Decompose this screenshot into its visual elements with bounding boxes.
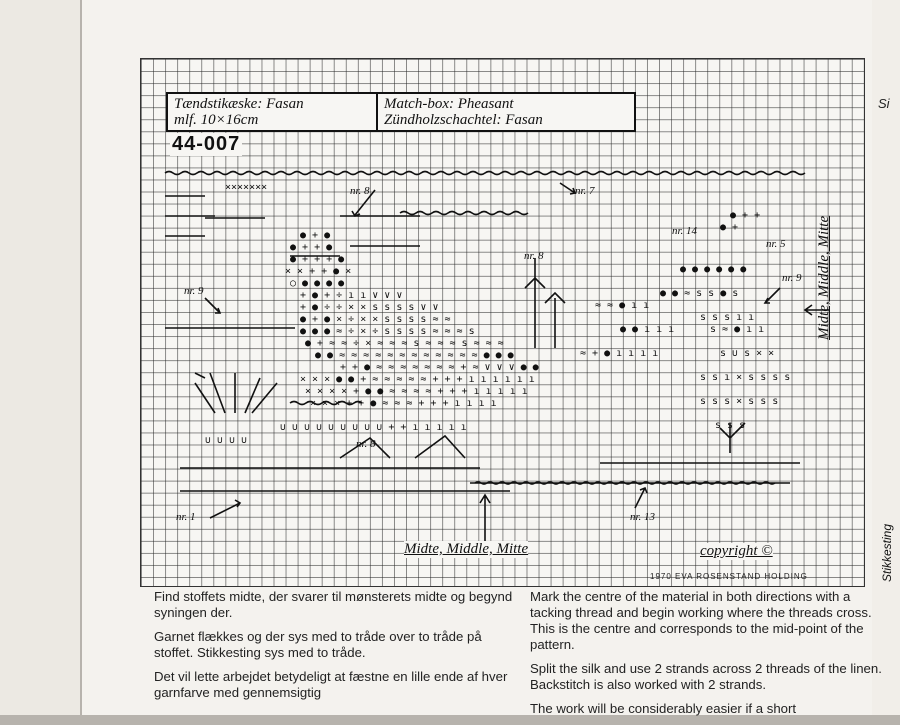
svg-text:≈ + ● ı ı ı ı: ≈ + ● ı ı ı ı xyxy=(580,348,659,359)
title-english: Match-box: Pheasant xyxy=(384,96,514,112)
stitch-symbols xyxy=(205,182,790,446)
pattern-number: 44-007 xyxy=(172,133,241,155)
edge-legend-label: Stikkesting xyxy=(880,523,894,582)
label-nr7: nr. 7 xyxy=(575,185,595,197)
svg-text:s s s × s s s: s s s × s s s xyxy=(700,396,779,407)
title-danish-line1: Tændstikæske: Fasan xyxy=(174,96,304,112)
english-paragraph: The work will be considerably easier if a short xyxy=(530,701,797,716)
svg-text:● ● ≈ s s ● s: ● ● ≈ s s ● s xyxy=(660,288,739,299)
arrow-centre-bottom xyxy=(480,495,490,541)
svg-text:× × × + + ● ≈ ≈ ≈ + + + ı ı ı: × × × + + ● ≈ ≈ ≈ + + + ı ı ı ı xyxy=(310,398,497,409)
wave-border-top xyxy=(165,172,805,175)
arrow-nr1 xyxy=(210,500,240,518)
svg-text:s ∪ s × ×: s ∪ s × × xyxy=(720,348,775,359)
svg-text:s s s ı ı: s s s ı ı xyxy=(700,312,755,323)
title-danish-line2: mlf. 10×16cm xyxy=(174,112,259,128)
svg-text:● + ● × ÷ × × s s s s ≈ ≈: ● + ● × ÷ × × s s s s ≈ ≈ xyxy=(300,314,451,325)
title-box-danish xyxy=(166,92,382,132)
svg-text:● + + + ●: ● + + + ● xyxy=(290,254,345,265)
label-nr8-top: nr. 8 xyxy=(350,185,370,197)
svg-text:● + ●: ● + ● xyxy=(300,230,331,241)
stem-center xyxy=(525,258,565,348)
svg-text:● +: ● + xyxy=(720,222,739,233)
svg-text:● ● ≈ ≈ ≈ ≈ ≈ ≈ ≈ ≈ ≈ ≈ ≈ ≈ ●: ● ● ≈ ≈ ≈ ≈ ≈ ≈ ≈ ≈ ≈ ≈ ≈ ≈ ● ● ● xyxy=(315,350,514,361)
svg-text:+ ● ÷ ÷ × × s s s s ∨ ∨: + ● ÷ ÷ × × s s s s ∨ ∨ xyxy=(300,302,439,313)
english-paragraph: Mark the centre of the material in both directions with a tacking thread and begin working where the threads cross. This is the centre and corresponds to the mid-point of the pattern. xyxy=(530,589,872,652)
danish-paragraph: Find stoffets midte, der svarer til mønsterets midte og begynd syningen der. xyxy=(154,589,513,620)
danish-paragraph: Det vil lette arbejdet betydeligt at fæstne en lille ende af hver garnfarve med gennemsigtig xyxy=(154,669,508,700)
svg-text:○ ● ● ● ●: ○ ● ● ● ● xyxy=(290,278,345,289)
label-nr13: nr. 13 xyxy=(630,511,656,523)
instructions-danish xyxy=(154,589,516,709)
facing-page xyxy=(0,0,80,715)
arrow-nr7 xyxy=(560,183,575,194)
svg-text:● + +: ● + + xyxy=(730,210,761,221)
svg-text:× × + + ● ×: × × + + ● × xyxy=(285,266,352,277)
copyright-notice: copyright © xyxy=(700,543,773,559)
instructions-english xyxy=(530,589,884,725)
label-nr9-left: nr. 9 xyxy=(184,285,204,297)
svg-text:● ● ● ● ● ●: ● ● ● ● ● ● xyxy=(680,264,747,275)
svg-text:● ● ı ı ı: ● ● ı ı ı xyxy=(620,324,675,335)
svg-text:∪ ∪ ∪ ∪: ∪ ∪ ∪ ∪ xyxy=(205,435,248,446)
arrow-nr9-left xyxy=(205,298,220,313)
svg-text:● + ≈ ≈ ÷ × ≈ ≈ ≈ s ≈ ≈ ≈ s ≈: ● + ≈ ≈ ÷ × ≈ ≈ ≈ s ≈ ≈ ≈ s ≈ ≈ ≈ xyxy=(305,338,504,349)
svg-text:+ ● + ÷ ı ı ∨ ∨ ∨: + ● + ÷ ı ı ∨ ∨ ∨ xyxy=(300,290,403,301)
svg-text:s s ı × s s s s: s s ı × s s s s xyxy=(700,372,791,383)
svg-text:+ + ● ≈ ≈ ≈ ≈ ≈ ≈ ≈ + ≈ ∨ ∨ ∨: + + ● ≈ ≈ ≈ ≈ ≈ ≈ ≈ + ≈ ∨ ∨ ∨ ● ● xyxy=(340,362,539,373)
svg-text:×××××××: ××××××× xyxy=(225,182,268,193)
label-nr1: nr. 1 xyxy=(176,511,196,523)
title-box-multilingual xyxy=(376,92,636,132)
label-nr9-right: nr. 9 xyxy=(782,272,802,284)
svg-text:≈ ≈ ● ı ı: ≈ ≈ ● ı ı xyxy=(595,300,650,311)
centre-label-side: Midte, Middle, Mitte xyxy=(816,215,832,340)
label-nr8-low: nr. 8 xyxy=(356,438,376,450)
title-german: Zündholzschachtel: Fasan xyxy=(384,112,543,128)
svg-text:s ≈ ● ı ı: s ≈ ● ı ı xyxy=(710,324,765,335)
svg-text:● + + ●: ● + + ● xyxy=(290,242,333,253)
svg-text:× × × ● ● + ≈ ≈ ≈ ≈ ≈ + + + ı: × × × ● ● + ≈ ≈ ≈ ≈ ≈ + + + ı ı ı ı ı ı xyxy=(300,374,535,385)
svg-text:∪ ∪ ∪ ∪ ∪ ∪ ∪ ∪ ∪ + + ı ı ı ı: ∪ ∪ ∪ ∪ ∪ ∪ ∪ ∪ ∪ + + ı ı ı ı ı xyxy=(280,422,467,433)
edge-legend xyxy=(876,470,900,590)
label-nr5: nr. 5 xyxy=(766,238,786,250)
svg-text:× × × × + ● ● ≈ ≈ ≈ ≈ + + + ı: × × × × + ● ● ≈ ≈ ≈ ≈ + + + ı ı ı ı ı xyxy=(305,386,528,397)
arrow-nr13 xyxy=(635,488,647,508)
svg-text:● ● ● ≈ ÷ × ÷ s s s s ≈ ≈ ≈ s: ● ● ● ≈ ÷ × ÷ s s s s ≈ ≈ ≈ s xyxy=(300,326,475,337)
arrow-nr9-right xyxy=(765,288,780,303)
fan-plant xyxy=(195,373,277,413)
svg-text:s s s: s s s xyxy=(715,420,746,431)
label-nr8-mid: nr. 8 xyxy=(524,250,544,262)
stitch-chart xyxy=(140,58,863,585)
danish-paragraph: Garnet flækkes og der sys med to tråde over to tråde på stoffet. Stikkesting sys med to tråde. xyxy=(154,629,482,660)
edge-heading: Si xyxy=(878,96,890,111)
english-paragraph: Split the silk and use 2 strands across 2 threads of the linen. Backstitch is also worked with 2 strands. xyxy=(530,661,882,692)
bottom-border xyxy=(180,463,800,491)
label-nr14: nr. 14 xyxy=(672,225,698,237)
copyright-holder: 1970 EVA ROSENSTAND HOLDING xyxy=(650,572,808,581)
centre-label-bottom: Midte, Middle, Mitte xyxy=(404,541,529,557)
